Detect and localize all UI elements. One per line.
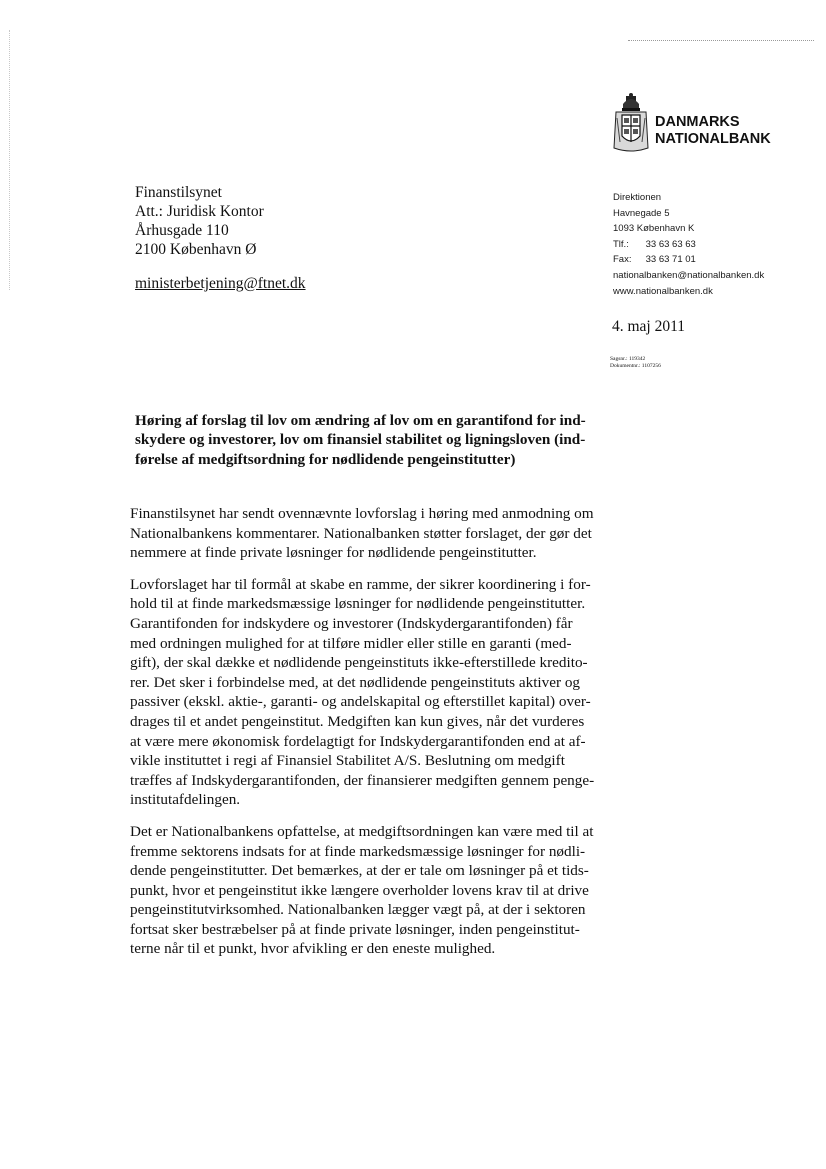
bank-name-line1: DANMARKS xyxy=(655,114,740,130)
text-line: Lovforslaget har til formål at skabe en ramme, der sikrer koordinering i for- xyxy=(130,575,591,593)
fax-number: 33 63 71 01 xyxy=(645,254,696,266)
scan-top-rule xyxy=(628,40,814,41)
text-line: Garantifonden for indskydere og investorer (Indskydergarantifonden) får xyxy=(130,614,573,632)
sender-city: 1093 København K xyxy=(613,223,695,235)
scan-edge-mark xyxy=(9,30,10,290)
letter-body xyxy=(130,504,610,971)
text-line: Nationalbankens kommentarer. Nationalbanken støtter forslaget, der gør det xyxy=(130,524,592,542)
phone-number: 33 63 63 63 xyxy=(645,238,696,250)
text-line: træffes af Indskydergarantifonden, der finansierer medgiften gennem penge- xyxy=(130,771,595,789)
text-line: med ordningen mulighed for at tilføre midler eller stille en garanti (med- xyxy=(130,634,572,652)
recipient-address xyxy=(135,183,264,259)
text-line: institutafdelingen. xyxy=(130,791,241,809)
text-line: passiver (ekskl. aktie-, garanti- og andelskapital og efterstillet kapital) over- xyxy=(130,693,591,711)
letter-date: 4. maj 2011 xyxy=(612,318,686,335)
sender-fax-row xyxy=(613,252,764,268)
phone-label: Tlf.: xyxy=(613,238,629,250)
text-line: at være mere økonomisk fordelagtigt for Indskydergarantifonden end at af- xyxy=(130,732,586,750)
text-line: Det er Nationalbankens opfattelse, at medgiftsordningen kan være med til at xyxy=(130,822,594,840)
heading-line: skydere og investorer, lov om finansiel stabilitet og ligningsloven (ind- xyxy=(135,431,586,449)
heading-line: Høring af forslag til lov om ændring af lov om en garantifond for ind- xyxy=(135,412,586,429)
sender-contact-block xyxy=(613,190,764,299)
recipient-street: Århusgade 110 xyxy=(135,222,229,239)
text-line: pengeinstitutvirksomhed. Nationalbanken lægger vægt på, at der i sektoren xyxy=(130,901,586,919)
sender-department: Direktionen xyxy=(613,192,662,203)
royal-crest-icon xyxy=(612,92,650,154)
heading-line: førelse af medgiftsordning for nødlidende pengeinstitutter) xyxy=(135,450,516,468)
paragraph-2 xyxy=(130,575,610,810)
recipient-name: Finanstilsynet xyxy=(135,184,222,201)
sender-website-link[interactable]: www.nationalbanken.dk xyxy=(613,285,713,297)
paragraph-3 xyxy=(130,822,610,959)
text-line: hold til at finde markedsmæssige løsninger for nødlidende pengeinstitutter. xyxy=(130,595,586,613)
document-number: Dokumentnr.: 1107256 xyxy=(610,363,661,369)
text-line: vikle instituttet i regi af Finansiel Stabilitet A/S. Beslutning om medgift xyxy=(130,752,565,770)
bank-name-line2: NATIONALBANK xyxy=(655,131,771,147)
sender-phone-row xyxy=(613,237,764,253)
fax-label: Fax: xyxy=(613,254,632,266)
paragraph-1 xyxy=(130,504,610,563)
letter-heading xyxy=(135,411,605,469)
text-line: punkt, hvor et pengeinstitut ikke længere overholder lovens krav til at drive xyxy=(130,881,589,899)
text-line: rer. Det sker i forbindelse med, at det nødlidende pengeinstituts aktiver og xyxy=(130,673,581,691)
text-line: fortsat sker bestræbelser på at finde private løsninger, inden pengeinstitut- xyxy=(130,920,580,938)
text-line: terne når til et punkt, hvor afvikling er den eneste mulighed. xyxy=(130,940,496,958)
text-line: gift), der skal dække et nødlidende pengeinstituts ikke-efterstillede kredito- xyxy=(130,654,588,672)
text-line: nemmere at finde private løsninger for nødlidende pengeinstitutter. xyxy=(130,544,537,562)
recipient-email-link[interactable]: ministerbetjening@ftnet.dk xyxy=(135,275,306,292)
text-line: drages til et andet pengeinstitut. Medgiften kan kun gives, når det vurderes xyxy=(130,712,585,730)
text-line: fremme sektorens indsats for at finde markedsmæssige løsninger for nødli- xyxy=(130,842,586,860)
sender-street: Havnegade 5 xyxy=(613,207,670,219)
text-line: Finanstilsynet har sendt ovennævnte lovforslag i høring med anmodning om xyxy=(130,505,594,522)
sender-email-link[interactable]: nationalbanken@nationalbanken.dk xyxy=(613,269,765,281)
bank-name xyxy=(655,114,771,148)
reference-numbers xyxy=(610,356,661,370)
case-number: Sagsnr.: 119342 xyxy=(610,356,646,362)
text-line: dende pengeinstitutter. Det bemærkes, at der er tale om løsninger på et tids- xyxy=(130,862,589,880)
recipient-city: 2100 København Ø xyxy=(135,241,257,258)
recipient-attention: Att.: Juridisk Kontor xyxy=(135,203,264,220)
